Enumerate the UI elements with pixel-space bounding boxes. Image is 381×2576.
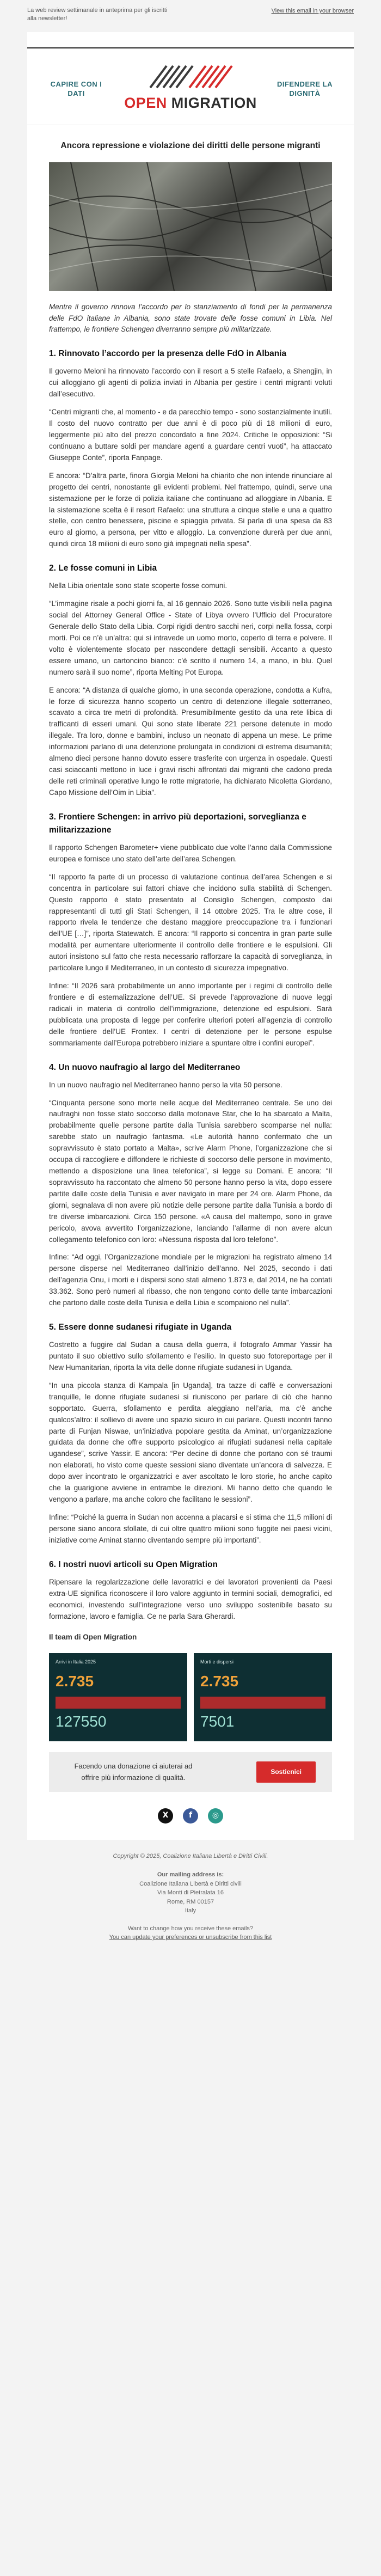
section-4: [49, 1061, 332, 1310]
stats-number: 2.735: [200, 1673, 239, 1690]
paragraph: Infine: “Ad oggi, l’Organizzazione mondiale per le migrazioni ha registrato almeno 14 persone disperse nel Mediterraneo dall’inizio dell’anno. Nel 2025, secondo i dati dell’agenzia Onu, i morti e i dispersi sono stati almeno 1.873 e, dal 2014, ne ha contati 33.362. Sono però numeri al ribasso, che non tengono conto delle tante imbarcazioni che partono dalle coste della Tunisia e della Libia e scompaiono nel nulla”.: [49, 1253, 332, 1307]
paragraph: “In una piccola stanza di Kampala [in Uganda], tra tazze di caffè e conversazioni tranquille, le donne rifugiate sudanesi si riuniscono per parlare di ciò che hanno sopportato. Guerra, sfollamento e perdita aleggiano nell’aria, ma c’è anche qualcos’altro: il sollievo di avere uno spazio sicuro in cui parlare. Questi incontri fanno parte di Funjan Niswae, un’iniziativa popolare gestita da Aminat, un’organizzazione guidata da donne che offre supporto psicologico ai rifugiati sudanesi nella capitale ugandese”, scrive Yassir. E ancora: “Per decine di donne che portano con sé traumi non elaborati, ho visto come queste sessioni siano diventate un’ancora di salvezza. E dopo aver incontrato le organizzatrici e aver ascoltato le loro storie, ho anche capito che la guarigione avviene in entrambe le direzioni. Mi hanno detto che quando le vengono a parlare, ma anche coloro che facilitano le sessioni”.: [49, 1381, 332, 1504]
view-in-browser-link[interactable]: View this email in your browser: [271, 8, 354, 14]
section-heading: 2. Le fosse comuni in Libia: [49, 564, 157, 573]
intro-text: Mentre il governo rinnova l’accordo per lo stanziamento di fondi per la permanenza delle FdO italiane in Albania, sono state trovate delle fosse comuni in Libia. Nel frattempo, le frontiere Schengen diverranno sempre più militarizzate.: [49, 302, 332, 334]
newsletter-title: Ancora repressione e violazione dei diritti delle persone migranti: [60, 140, 321, 150]
stats-box-deaths: [194, 1653, 332, 1741]
paragraph: Nella Libia orientale sono state scoperte fosse comuni.: [49, 582, 228, 590]
hero-image: [49, 162, 332, 291]
left-tagline: CAPIRE CON I DATI: [50, 79, 102, 97]
section-heading: 5. Essere donne sudanesi rifugiate in Uganda: [49, 1323, 232, 1332]
stats-number: 127550: [56, 1712, 107, 1730]
paragraph: “L’immagine risale a pochi giorni fa, al 16 gennaio 2026. Sono tutte visibili nella pagina social del Attorney General Office - State of Libya ovvero l’Ufficio del Procuratore Generale dello Stato della Libia. Corpi rigidi dentro sacchi neri, corpi nella fossa, corpi morti. Poi ce n’è un’altra: qui si intravede un uomo morto, coperto di terra e polvere. Il volto è violentemente sfocato per nascondere dettagli sensibili. Accanto a questo essere umano, un cartoncino bianco: c’è scritto il numero 14, a mano, in blu. Quel numero sarà il suo nome”, riporta Melting Pot Europa.: [49, 599, 332, 676]
paragraph: “Il rapporto fa parte di un processo di valutazione continua dell’area Schengen e si concentra in particolare sui fattori chiave che incidono sulla stabilità di Schengen. Questo rapporto è stato presentato al Consiglio Schengen, composto dai rappresentanti di tutti gli Stati Schengen, il 14 ottobre 2025. Tra le altre cose, il rapporto rivela le tendenze che destano maggiore preoccupazione tra i funzionari dell’UE […]”, riporta Statewatch. E ancora: “Il rapporto si concentra in gran parte sulle modalità per aumentare ulteriormente il controllo delle frontiere e le espulsioni. Gli autori insistono sul fatto che resta necessario rafforzare la capacità di sorveglianza, in particolare lungo il Mediterraneo, in un contesto di sicurezza impegnativo.: [49, 872, 332, 972]
section-heading: 1. Rinnovato l’accordo per la presenza delle FdO in Albania: [49, 349, 287, 359]
paragraph: Infine: “Il 2026 sarà probabilmente un anno importante per i regimi di controllo delle frontiere e di esternalizzazione dell’UE. Si prevede l’approvazione di nuove leggi radicali in materia di controllo dell’immigrazione, detenzione ed espulsioni. Sarà pubblicata una proposta di legge per conferire ulteriori poteri all’agenzia di controllo delle frontiere dell’UE Frontex. I centri di detenzione per le persone espulse sommariamente dall’Europa potrebbero iniziare a spuntare oltre i confini europei”.: [49, 982, 332, 1047]
footer: [27, 1840, 354, 1964]
stats-number: 7501: [200, 1712, 235, 1730]
org-name: Coalizione Italiana Libertà e Diritti civili: [139, 1880, 242, 1887]
paragraph: Ripensare la regolarizzazione delle lavoratrici e dei lavoratori provenienti da Paesi extra-UE significa riconoscere il loro valore aggiunto in termini sociali, demografici, ed economici, investendo sull’integrazione verso uno sviluppo sostenibile basato su formazione, lavoro e famiglia. Ce ne parla Sara Gherardi.: [49, 1577, 332, 1620]
section-1: [49, 347, 332, 550]
logo-text: OPEN MIGRATION: [124, 94, 257, 111]
donate-text: Facendo una donazione ci aiuterai ad offrire più informazione di qualità.: [74, 1762, 193, 1782]
paragraph: Il rapporto Schengen Barometer+ viene pubblicato due volte l’anno dalla Commissione europea e fornisce uno stato dell’arte dell’area Schengen.: [49, 843, 332, 863]
instagram-icon[interactable]: ◎: [208, 1808, 223, 1824]
paragraph: Infine: “Poiché la guerra in Sudan non accenna a placarsi e si stima che 11,5 milioni di persone siano ancora sfollate, di cui oltre quattro milioni sono fuggite nei paesi vicini, iniziative come Aminat stanno diventando sempre più importanti”.: [49, 1513, 332, 1544]
city: Rome, RM 00157: [167, 1898, 214, 1905]
country: Italy: [185, 1907, 196, 1914]
barbed-wire-photo-icon: [49, 162, 332, 291]
header: [27, 32, 354, 125]
copyright: Copyright © 2025, Coalizione Italiana Libertà e Diritti Civili.: [113, 1852, 268, 1859]
stats-label: Arrivi in Italia 2025: [56, 1659, 96, 1665]
update-preferences-link[interactable]: You can update your preferences or unsubscribe from this list: [109, 1934, 272, 1941]
change-text: Want to change how you receive these emails?: [127, 1925, 254, 1932]
x-icon[interactable]: X: [158, 1808, 173, 1824]
street: Via Monti di Pietralata 16: [157, 1889, 224, 1896]
preheader-text: La web review settimanale in anteprima per gli iscritti alla newsletter!: [27, 7, 168, 22]
donate-button[interactable]: Sostienici: [256, 1761, 316, 1783]
section-heading: 3. Frontiere Schengen: in arrivo più deportazioni, sorveglianza e militarizzazione: [49, 812, 306, 835]
stats-banner[interactable]: [49, 1653, 332, 1741]
mailing-label: Our mailing address is:: [157, 1871, 224, 1879]
open-migration-logo[interactable]: [124, 64, 257, 115]
section-heading: 4. Un nuovo naufragio al largo del Mediterraneo: [49, 1062, 241, 1072]
stats-bar: [56, 1697, 181, 1709]
stats-label: Morti e dispersi: [200, 1659, 234, 1665]
stats-bar: [200, 1697, 325, 1709]
paragraph: E ancora: “D’altra parte, finora Giorgia Meloni ha chiarito che non intende rinunciare al progetto dei centri, nonostante gli evidenti problemi. Nel frattempo, quindi, serve una sistemazione per le forze di polizia italiane che continuano ad alloggiare in Albania. E la sistemazione scelta è il resort Rafaelo: una struttura a cinque stelle e una a quattro stelle, con centro benessere, piscine e spiaggia privata. Si parla di una spesa da 83 euro al giorno, a persona, per vitto e alloggio. La convenzione durerà per due anni, quindi circa 18 milioni di euro sono già impegnati nella spesa”.: [49, 471, 332, 548]
paragraph: “Centri migranti che, al momento - e da parecchio tempo - sono sostanzialmente inutili. Il costo del nuovo contratto per due anni è di poco più di 18 milioni di euro, leggermente più alto del prezzo concordato a fine 2024. Critiche le opposizioni: “Si continuano a buttare soldi per mandare agenti a guardare centri vuoti”, ha attaccato Giuseppe Conte”, riporta Fanpage.: [49, 408, 332, 462]
stats-box-arrivals: [49, 1653, 187, 1741]
right-tagline: DIFENDERE LA DIGNITÀ: [276, 79, 333, 97]
signoff: Il team di Open Migration: [49, 1633, 137, 1642]
section-6: [49, 1558, 332, 1623]
paragraph: E ancora: “A distanza di qualche giorno, in una seconda operazione, condotta a Kufra, le forze di sicurezza hanno scoperto un centro di detenzione illegale sotterraneo, scavato a circa tre metri di profondità. Presumibilmente gestito da una rete libica di trafficanti di esseri umani. Qui sono state liberate 221 persone detenute in modo illegale. Tra loro, donne e bambini, incluso un neonato di appena un mese. Le prime informazioni parlano di una detenzione prolungata in condizioni di estrema disumanità; almeno dieci persone hanno dovuto essere trasferite con urgenza in ospedale. Questi casi sciaccanti mettono in luce i gravi rischi affrontati dai migranti che cadono preda delle reti criminali operative lungo le rotte migratorie, ha dichiarato Nicoletta Giordano, Capo Missione dell’Oim in Libia”.: [49, 686, 332, 797]
paragraph: “Cinquanta persone sono morte nelle acque del Mediterraneo centrale. Se uno dei naufraghi non fosse stato soccorso dalla motonave Star, che lo ha sbarcato a Malta, probabilmente quelle persone partite dalla Tunisia sarebbero scomparse nel nulla: sarebbe stato un naufragio fantasma. «Le autorità hanno confermato che un sopravvissuto è stato portato a Malta», scrive Alarm Phone, l’organizzazione che si occupa di raccogliere e diffondere le richieste di soccorso delle persone in movimento, mettendo a disposizione una linea telefonica”, si legge su Domani. E ancora: “Il sopravvissuto ha raccontato che almeno 50 persone hanno perso la vita, dopo essere partite dalle coste della Tunisia e aver navigato in mare per 24 ore. Alarm Phone, da giorni, segnalava di non avere più notizie delle persone partite dalla Tunisia a bordo di tre diverse imbarcazioni. Circa 150 persone. «A causa del maltempo, sono in grave pericolo, avova avvertito l’organizzazione, lanciando l’allarme di non avere alcun collegamento telefonico con loro: «Nessuna risposta dal loro telefono”.: [49, 1098, 332, 1244]
section-heading: 6. I nostri nuovi articoli su Open Migration: [49, 1559, 218, 1569]
section-3: [49, 811, 332, 1049]
section-5: [49, 1321, 332, 1546]
preheader: [27, 0, 354, 32]
paragraph: Costretto a fuggire dal Sudan a causa della guerra, il fotografo Ammar Yassir ha puntato il suo obiettivo sullo sfollamento e l’esilio. In questo suo fotoreportage per il New Humanitarian, riporta la vita delle donne rifugiate sudanesi in Uganda.: [49, 1341, 332, 1372]
paragraph: Il governo Meloni ha rinnovato l’accordo con il resort a 5 stelle Rafaelo, a Shengjin, in cui alloggiano gli agenti di polizia inviati in Albania per gestire i centri migranti voluti dall’esecutivo.: [49, 367, 332, 399]
header-divider: [27, 47, 354, 48]
email-body: [27, 32, 354, 1840]
section-2: [49, 562, 332, 799]
stats-number: 2.735: [56, 1673, 94, 1690]
logo-stripes-icon: [142, 64, 239, 89]
facebook-icon[interactable]: f: [183, 1808, 198, 1824]
social-links: [27, 1805, 354, 1840]
paragraph: In un nuovo naufragio nel Mediterraneo hanno perso la vita 50 persone.: [49, 1080, 282, 1089]
donate-box: [49, 1752, 332, 1791]
main-content: [27, 291, 354, 1747]
